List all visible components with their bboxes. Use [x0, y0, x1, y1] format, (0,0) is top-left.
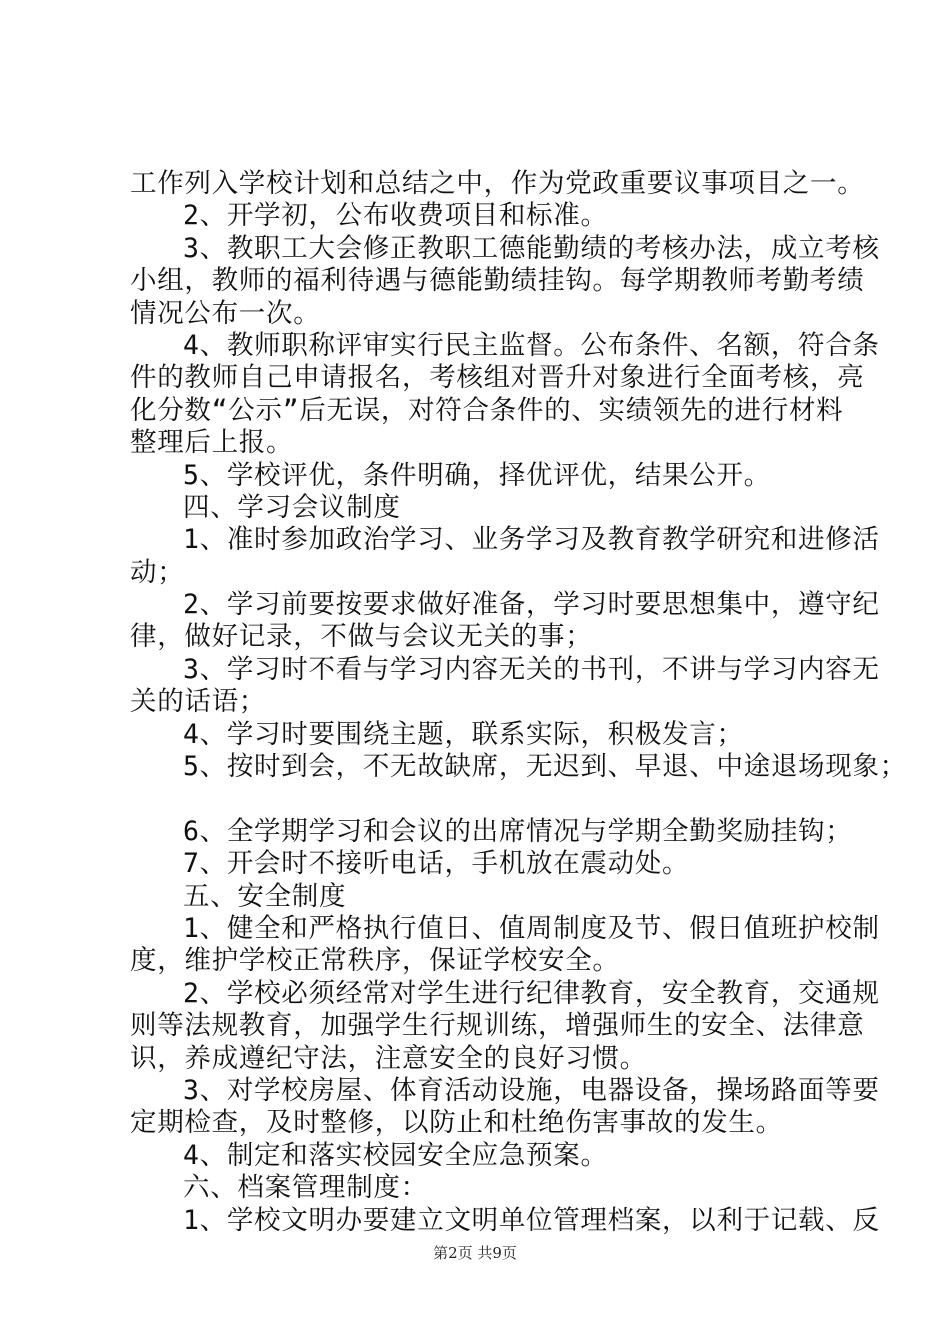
text-line: 识，养成遵纪守法，注意安全的良好习惯。	[130, 1042, 647, 1074]
text-line: 1、学校文明办要建立文明单位管理档案，以利于记载、反	[183, 1204, 880, 1236]
text-line: 件的教师自己申请报名，考核组对晋升对象进行全面考核，亮	[130, 362, 865, 394]
text-line: 1、准时参加政治学习、业务学习及教育教学研究和进修活	[183, 524, 880, 556]
text-line: 关的话语；	[130, 686, 266, 718]
text-line: 则等法规教育，加强学生行规训练，增强师生的安全、法律意	[130, 1010, 865, 1042]
text-line: 7、开会时不接听电话，手机放在震动处。	[183, 848, 690, 880]
blank-line	[130, 783, 840, 815]
text-line: 4、学习时要围绕主题，联系实际，积极发言；	[183, 718, 744, 750]
text-line: 度，维护学校正常秩序，保证学校安全。	[130, 945, 620, 977]
text-line: 3、学习时不看与学习内容无关的书刊，不讲与学习内容无	[183, 653, 880, 685]
page-footer: 第2页 共9页	[433, 1244, 517, 1262]
text-line: 律，做好记录，不做与会议无关的事；	[130, 621, 593, 653]
text-line: 5、按时到会，不无故缺席，无迟到、早退、中途退场现象；	[183, 751, 907, 783]
text-line: 整理后上报。	[130, 427, 294, 459]
text-line: 3、对学校房屋、体育活动设施，电器设备，操场路面等要	[183, 1074, 880, 1106]
text-line: 2、开学初，公布收费项目和标准。	[183, 200, 608, 232]
text-line: 1、健全和严格执行值日、值周制度及节、假日值班护校制	[183, 912, 880, 944]
text-line: 工作列入学校计划和总结之中，作为党政重要议事项目之一。	[130, 168, 865, 199]
text-line: 四、学习会议制度	[183, 491, 401, 523]
text-line: 5、学校评优，条件明确，择优评优，结果公开。	[183, 459, 771, 491]
text-line: 化分数“公示”后无误，对符合条件的、实绩领先的进行材料	[130, 394, 844, 426]
text-line: 2、学校必须经常对学生进行纪律教育，安全教育，交通规	[183, 977, 880, 1009]
text-line: 定期检查，及时整修，以防止和杜绝伤害事故的发生。	[130, 1107, 783, 1139]
text-line: 4、制定和落实校园安全应急预案。	[183, 1139, 608, 1171]
text-line: 动；	[130, 556, 185, 588]
text-line: 6、全学期学习和会议的出席情况与学期全勤奖励挂钩；	[183, 815, 853, 847]
document-body	[130, 168, 907, 1237]
text-line: 2、学习前要按要求做好准备，学习时要思想集中，遵守纪	[183, 589, 880, 621]
text-line: 六、档案管理制度：	[183, 1172, 428, 1204]
text-line: 4、教师职称评审实行民主监督。公布条件、名额，符合条	[183, 329, 880, 361]
text-line: 情况公布一次。	[130, 297, 321, 329]
text-line: 3、教职工大会修正教职工德能勤绩的考核办法，成立考核	[183, 232, 880, 264]
text-line: 五、安全制度	[183, 880, 347, 912]
text-line: 小组，教师的福利待遇与德能勤绩挂钩。每学期教师考勤考绩	[130, 265, 865, 297]
